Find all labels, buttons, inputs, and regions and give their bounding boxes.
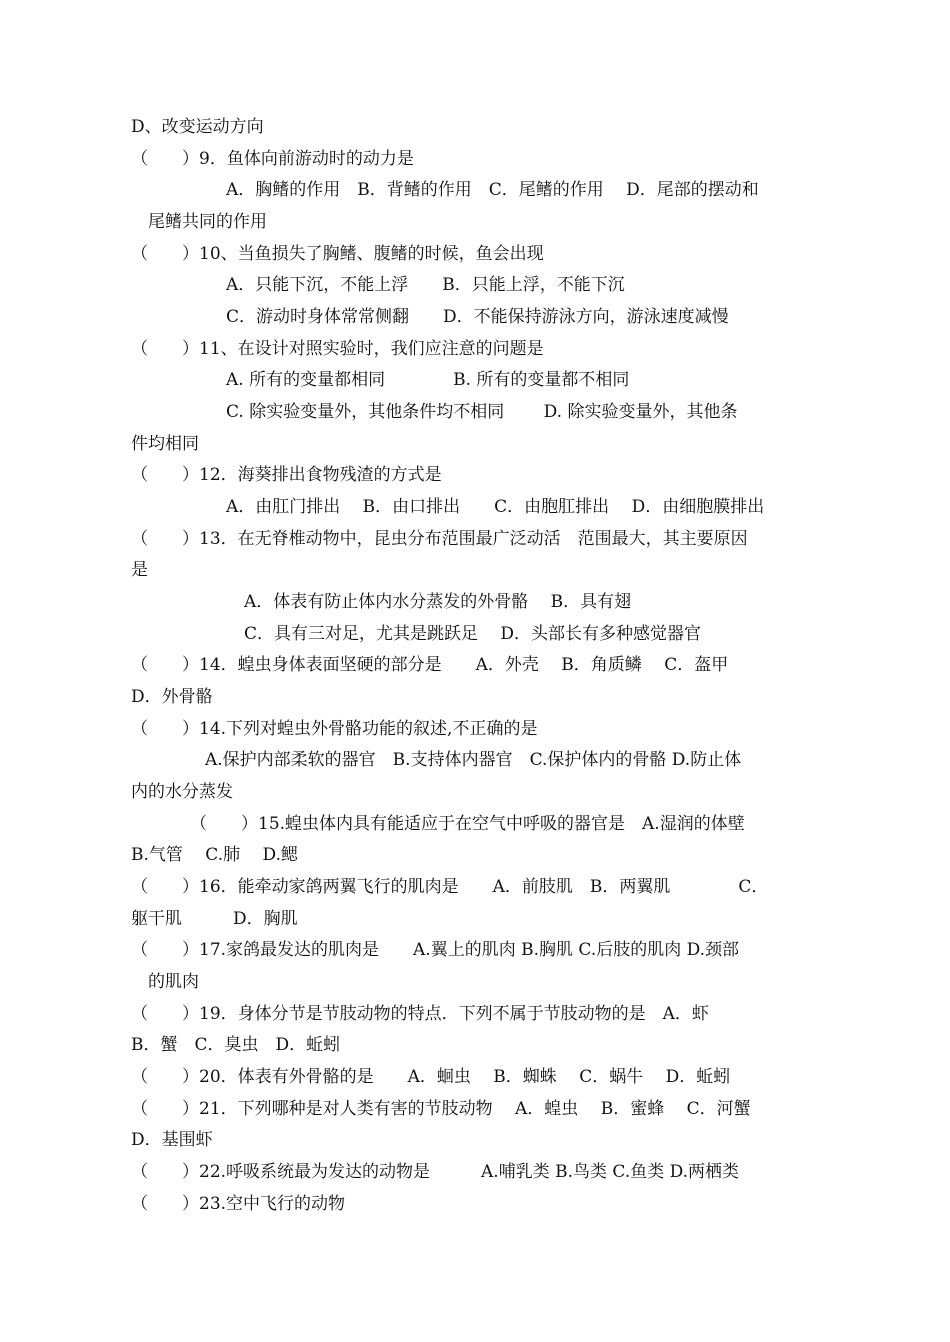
question-9: （ ）9．鱼体向前游动时的动力是 [131,149,414,169]
question-23: （ ）23.空中飞行的动物 [131,1194,346,1214]
question-21: （ ）21．下列哪种是对人类有害的节肢动物 A．蝗虫 B．蜜蜂 C．河蟹 [131,1099,751,1119]
question-15-cont: B.气管 C.肺 D.鳃 [131,845,298,865]
question-10-options-cd: C．游动时身体常常侧翻 D．不能保持游泳方向，游泳速度减慢 [226,307,729,327]
question-9-options: A．胸鳍的作用 B．背鳍的作用 C．尾鳍的作用 D．尾部的摆动和 [226,180,759,200]
question-11-options-ab: A. 所有的变量都相同 B. 所有的变量都不相同 [226,370,630,390]
question-11: （ ）11、在设计对照实验时，我们应注意的问题是 [131,339,544,359]
question-21-cont: D．基围虾 [131,1130,213,1150]
question-19: （ ）19．身体分节是节肢动物的特点．下列不属于节肢动物的是 A．虾 [131,1004,709,1024]
question-10: （ ）10、当鱼损失了胸鳍、腹鳍的时候，鱼会出现 [131,244,544,264]
question-17-cont: 的肌肉 [148,972,199,992]
question-14a: （ ）14．蝗虫身体表面坚硬的部分是 A．外壳 B．角质鳞 C．盔甲 [131,655,729,675]
question-13-options-cd: C．具有三对足，尤其是跳跃足 D．头部长有多种感觉器官 [244,624,702,644]
question-13: （ ）13．在无脊椎动物中，昆虫分布范围最广泛动活 范围最大，其主要原因 [131,529,748,549]
question-20: （ ）20．体表有外骨骼的是 A．蛔虫 B．蜘蛛 C．蜗牛 D．蚯蚓 [131,1067,731,1087]
question-13-options-ab: A．体表有防止体内水分蒸发的外骨骼 B．具有翅 [244,592,632,612]
question-10-options-ab: A．只能下沉，不能上浮 B．只能上浮，不能下沉 [226,275,625,295]
question-14b-options: A.保护内部柔软的器官 B.支持体内器官 C.保护体内的骨骼 D.防止体 [205,750,742,770]
question-19-cont: B．蟹 C．臭虫 D．蚯蚓 [131,1035,341,1055]
question-9-options-cont: 尾鳍共同的作用 [148,212,267,232]
text-line: D、改变运动方向 [131,117,264,137]
question-11-options-cont: 件均相同 [131,434,199,454]
question-11-options-cd: C. 除实验变量外，其他条件均不相同 D. 除实验变量外，其他条 [226,402,738,422]
question-12-options: A．由肛门排出 B．由口排出 C．由胞肛排出 D．由细胞膜排出 [226,497,765,517]
question-17: （ ）17.家鸽最发达的肌肉是 A.翼上的肌肉 B.胸肌 C.后肢的肌肉 D.颈部 [131,940,740,960]
question-16: （ ）16．能牵动家鸽两翼飞行的肌肉是 A．前肢肌 B．两翼肌 C． [131,877,769,897]
question-16-cont: 躯干肌 D．胸肌 [131,909,298,929]
question-14a-cont: D．外骨骼 [131,687,213,707]
question-14b: （ ）14.下列对蝗虫外骨骼功能的叙述,不正确的是 [131,719,538,739]
question-14b-options-cont: 内的水分蒸发 [131,782,233,802]
question-13-cont: 是 [131,560,148,580]
question-22: （ ）22.呼吸系统最为发达的动物是 A.哺乳类 B.鸟类 C.鱼类 D.两栖类 [131,1162,740,1182]
question-12: （ ）12．海葵排出食物残渣的方式是 [131,465,442,485]
question-15: （ ）15.蝗虫体内具有能适应于在空气中呼吸的器官是 A.湿润的体壁 [190,814,745,834]
